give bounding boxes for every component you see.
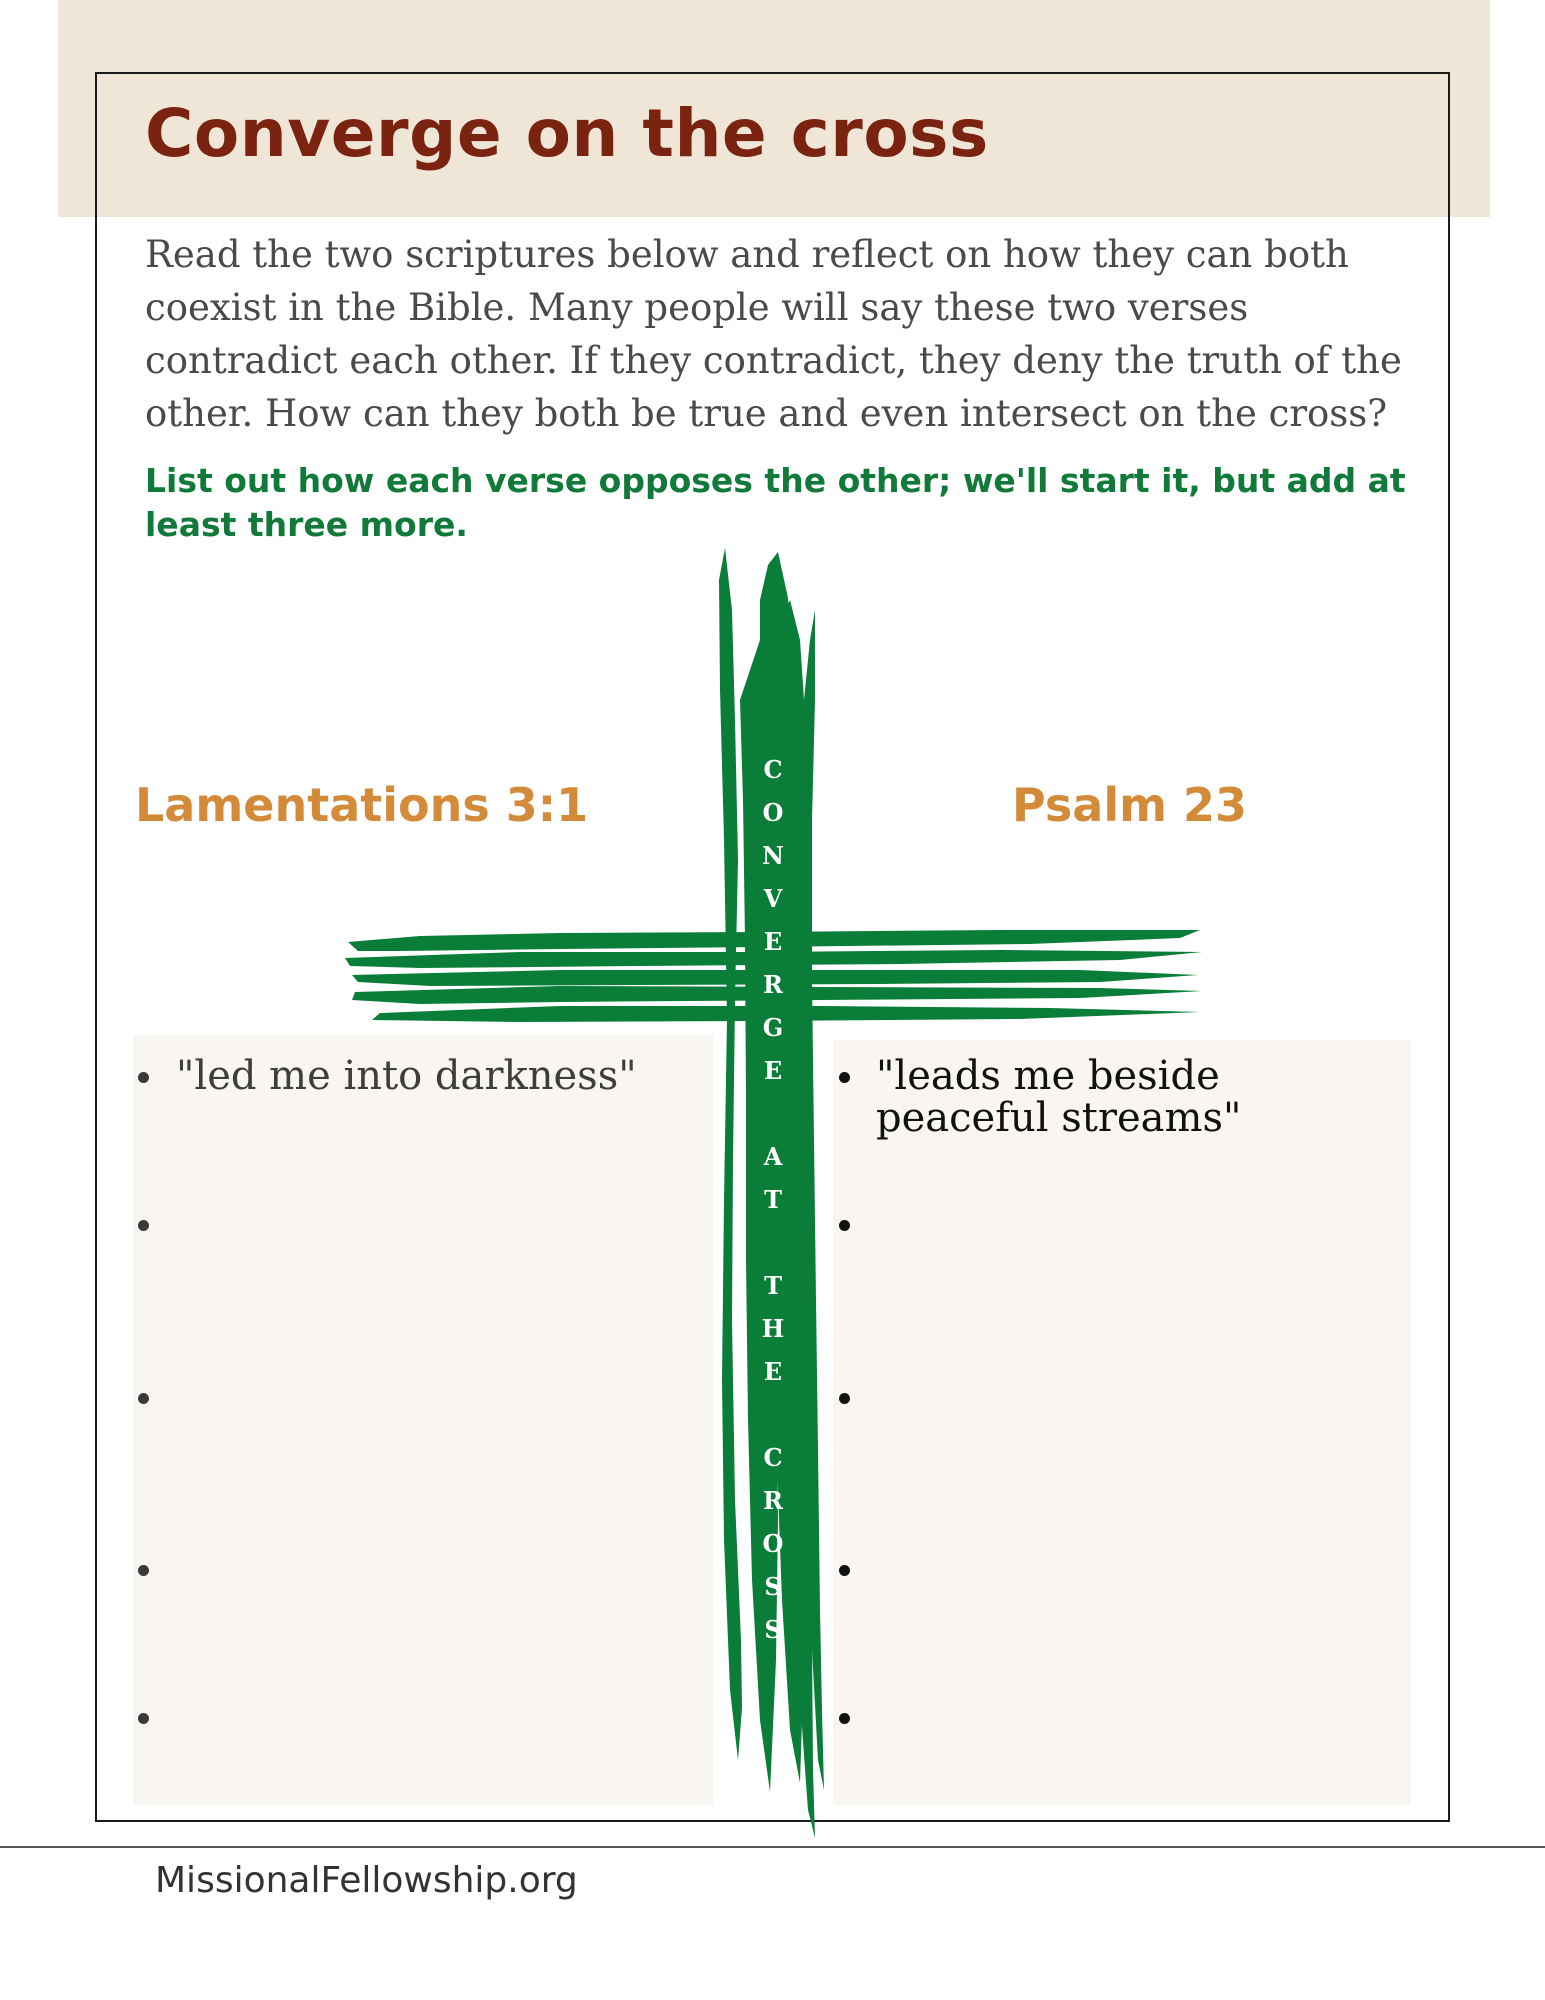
cross-letter: R — [763, 1486, 783, 1515]
cross-letter: E — [763, 1056, 783, 1085]
cross-letter: G — [762, 1013, 784, 1042]
cross-letter: E — [763, 1357, 783, 1386]
cross-letter: N — [762, 841, 784, 870]
intro-paragraph: Read the two scriptures below and reflect on how they can both coexist in the Bible. Many people will say these two verses contradict each other. If they contradict, they deny the truth of the other. How can they both be true and even intersect on the cross? — [145, 233, 1402, 435]
cross-letter: O — [762, 798, 784, 827]
left-bullet-text-1: "led me into darkness" — [176, 1053, 637, 1099]
footer-website-link[interactable]: MissionalFellowship.org — [155, 1860, 578, 1901]
cross-post-stroke-1 — [719, 548, 742, 1760]
cross-letter: E — [763, 927, 783, 956]
right-verse-heading: Psalm 23 — [1012, 778, 1248, 832]
cross-letter: V — [763, 884, 783, 913]
right-bullet-text-1: "leads me beside peaceful streams" — [876, 1053, 1242, 1141]
cross-letter: H — [761, 1314, 785, 1343]
cross-letter: S — [764, 1615, 782, 1644]
page-title: Converge on the cross — [145, 95, 989, 172]
cross-letter: T — [764, 1271, 782, 1300]
left-verse-heading: Lamentations 3:1 — [135, 778, 589, 832]
cross-vertical-text — [742, 748, 804, 1651]
cross-letter: S — [764, 1572, 782, 1601]
cross-letter: C — [763, 755, 783, 784]
cross-letter: C — [763, 1443, 783, 1472]
instruction-text: List out how each verse opposes the other; we'll start it, but add at least three more. — [145, 461, 1406, 544]
cross-letter: A — [763, 1142, 783, 1171]
cross-letter: R — [763, 970, 783, 999]
footer-divider — [0, 1846, 1545, 1848]
cross-letter: T — [764, 1185, 782, 1214]
cross-letter: O — [762, 1529, 784, 1558]
